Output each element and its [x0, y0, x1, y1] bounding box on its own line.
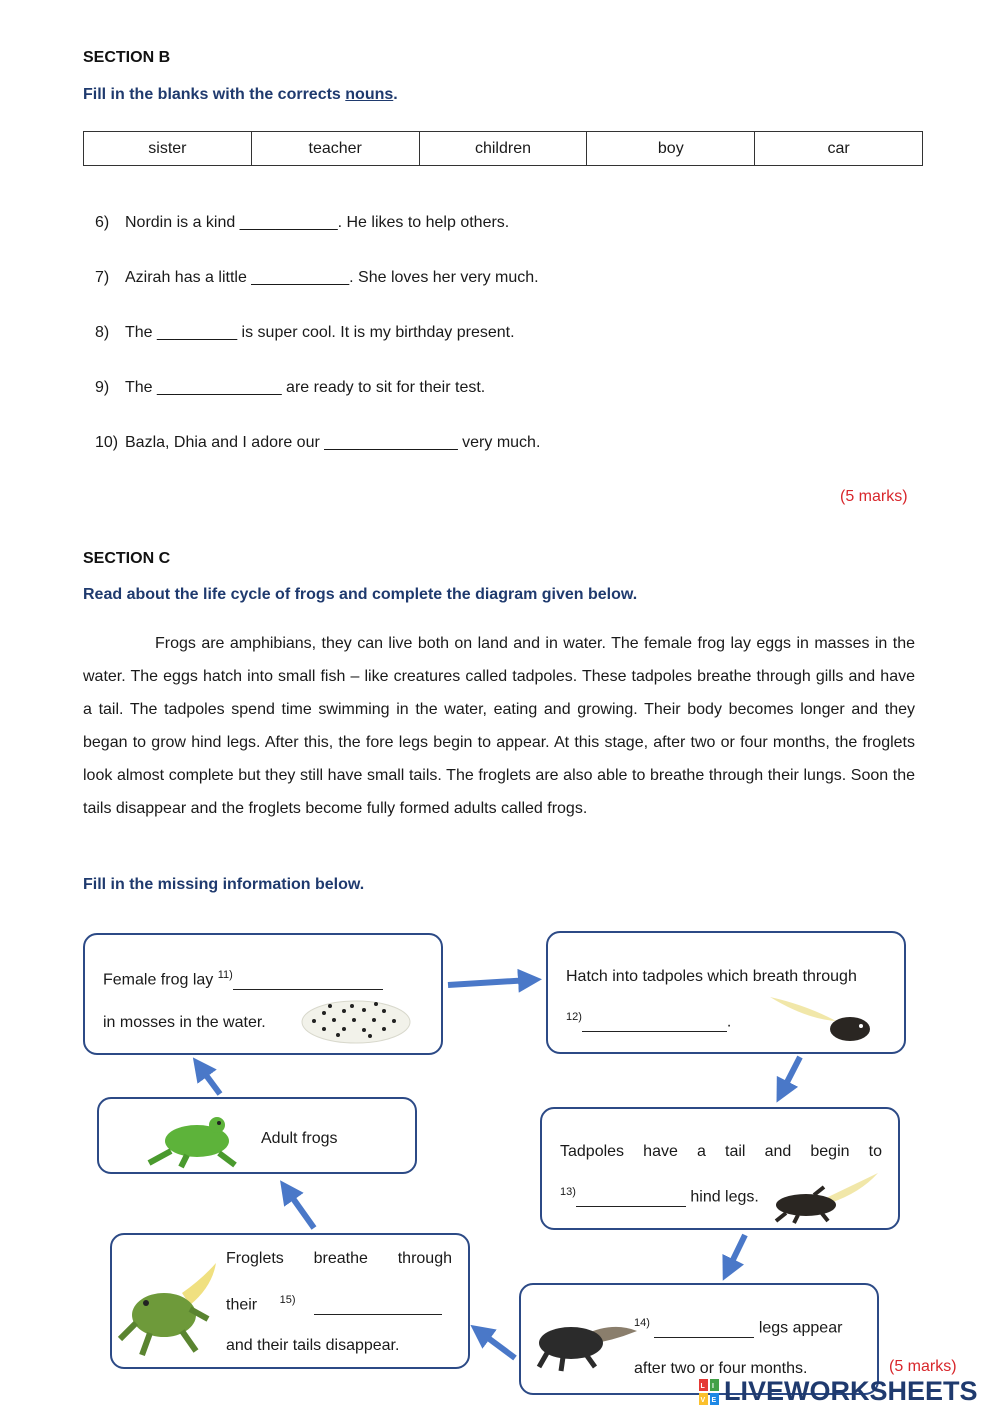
- stage-eggs-box: [83, 933, 443, 1055]
- arrow-3: [728, 1235, 745, 1270]
- adult-frogs-label: Adult frogs: [261, 1130, 338, 1147]
- blank-12[interactable]: [582, 1013, 727, 1032]
- arrow-5: [287, 1190, 314, 1228]
- frog-eggs-icon: [300, 995, 412, 1045]
- question-number: 9): [95, 379, 110, 396]
- blank-15-number: 15): [279, 1294, 296, 1306]
- stage-hind-legs-box: [540, 1107, 900, 1230]
- question-text: Azirah has a little ___________. She loves her very much.: [125, 269, 539, 286]
- fill-instruction: Fill in the missing information below.: [83, 876, 365, 893]
- question-text: Bazla, Dhia and I adore our _______________ very much.: [125, 434, 541, 451]
- box4-text: legs appear: [758, 1319, 843, 1337]
- logo-letter-v: V: [700, 1397, 706, 1404]
- box5-word: their: [226, 1296, 258, 1314]
- arrow-4: [480, 1332, 515, 1358]
- froglet-icon: [116, 1253, 226, 1363]
- logo-letter-e: E: [711, 1397, 717, 1404]
- question-number: 8): [95, 324, 110, 341]
- box1-text: Female frog lay: [103, 971, 214, 989]
- question-number: 10): [95, 434, 119, 451]
- blank-15[interactable]: [314, 1296, 442, 1315]
- blank-13[interactable]: [576, 1188, 686, 1207]
- section-c-marks: (5 marks): [889, 1358, 957, 1375]
- blank-13-number: 13): [560, 1186, 576, 1198]
- tadpole-with-legs-icon: [768, 1167, 883, 1225]
- word-bank-cell: children: [419, 132, 587, 166]
- blank-14[interactable]: [654, 1319, 754, 1338]
- box4-line1: [634, 1317, 842, 1338]
- section-c-title: SECTION C: [83, 550, 171, 567]
- logo-letter-i: I: [712, 1383, 714, 1390]
- tadpole-icon: [766, 991, 876, 1046]
- blank-14-number: 14): [634, 1317, 650, 1329]
- froglet-with-tail-icon: [533, 1305, 638, 1375]
- box2-end: .: [726, 1013, 732, 1031]
- box4-line2: after two or four months.: [634, 1360, 808, 1377]
- arrow-2: [782, 1057, 800, 1092]
- liveworksheets-logo-icon: [698, 1378, 720, 1406]
- arrow-6: [200, 1067, 220, 1094]
- stage-adult-box: [97, 1097, 417, 1174]
- adult-frog-icon: [143, 1111, 243, 1171]
- box1-line1: [103, 969, 383, 990]
- stage-froglet-box: [110, 1233, 470, 1369]
- frog-life-cycle-paragraph: Frogs are amphibians, they can live both on land and in water. The female frog lay eggs in masses in the water. The eggs hatch into small fish – like creatures called tadpoles. These tadpoles breathe through gills and have a tail. The tadpoles spend time swimming in the water, eating and growing. Their body becomes longer and they began to grow hind legs. After this, the fore legs begin to appear. At this stage, after two or four months, the froglets look almost complete but they still have small tails. The froglets are also able to breathe through their lungs. Soon the tails disappear and the froglets become fully formed adults called frogs.: [83, 635, 915, 817]
- box5-line3: and their tails disappear.: [226, 1337, 400, 1354]
- section-b-marks: (5 marks): [840, 488, 908, 505]
- question-text: The _________ is super cool. It is my birthday present.: [125, 324, 515, 341]
- question-number: 7): [95, 269, 110, 286]
- liveworksheets-brand[interactable]: LIVEWORKSHEETS: [724, 1376, 978, 1406]
- arrow-1: [448, 980, 530, 985]
- question-text: The ______________ are ready to sit for their test.: [125, 379, 486, 396]
- blank-11[interactable]: [233, 971, 383, 990]
- blank-12-number: 12): [566, 1011, 582, 1023]
- section-b-title: SECTION B: [83, 49, 171, 66]
- box1-line2: in mosses in the water.: [103, 1014, 266, 1031]
- box2-line2: [566, 1011, 731, 1032]
- instruction-suffix: .: [393, 86, 398, 103]
- box5-line2: [226, 1294, 442, 1315]
- logo-letter-l: L: [700, 1383, 705, 1390]
- box3-line2: [560, 1186, 759, 1207]
- instruction-prefix: Fill in the blanks with the corrects: [83, 86, 341, 103]
- question-text: Nordin is a kind ___________. He likes to help others.: [125, 214, 510, 231]
- word-bank-cell: boy: [587, 132, 755, 166]
- stage-tadpole-box: [546, 931, 906, 1054]
- question-number: 6): [95, 214, 110, 231]
- box2-line1: Hatch into tadpoles which breath through: [566, 968, 857, 985]
- box3-line1: Tadpoles have a tail and begin to: [560, 1143, 882, 1160]
- word-bank-cell: sister: [84, 132, 252, 166]
- blank-11-number: 11): [217, 969, 233, 981]
- box3-text: hind legs.: [690, 1188, 759, 1206]
- section-c-instruction: Read about the life cycle of frogs and complete the diagram given below.: [83, 586, 638, 603]
- word-bank-cell: teacher: [251, 132, 419, 166]
- word-bank-cell: car: [755, 132, 923, 166]
- instruction-keyword: nouns: [345, 86, 394, 103]
- box5-line1: Froglets breathe through: [226, 1250, 452, 1267]
